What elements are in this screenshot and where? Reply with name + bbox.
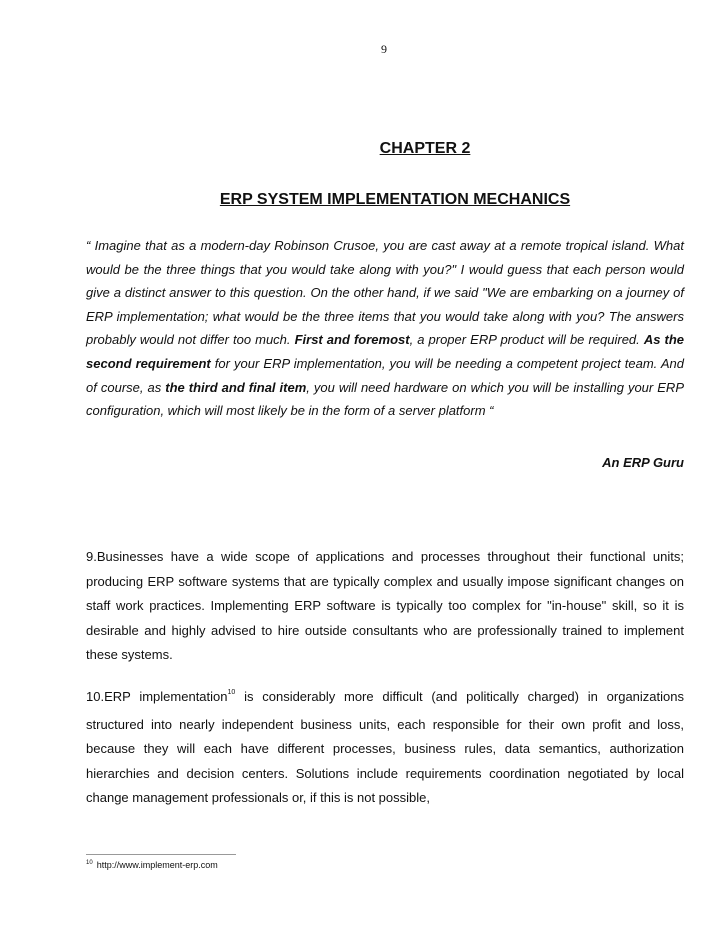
footnote-number: 10 — [86, 860, 93, 866]
chapter-title: ERP SYSTEM IMPLEMENTATION MECHANICS — [219, 191, 571, 208]
page-number: 9 — [381, 42, 387, 56]
footnote — [86, 860, 684, 870]
paragraph-text: is considerably more difficult (and politically charged) in organizations structured into nearly independent business units, each responsible for their own profit and loss, because they will each have different processes, business rules, data semantics, authorization hierarchies and decision centers. Solutions include requirements coordination negotiated by local change management professionals or, if this is not possible, — [86, 689, 684, 805]
quote-attribution: An ERP Guru — [602, 455, 684, 470]
chapter-heading: CHAPTER 2 — [379, 140, 471, 157]
epigraph-quote — [86, 234, 684, 423]
quote-text: for your ERP implementation, you will be needing a competent project team. And of course, as — [86, 355, 684, 395]
footnote-reference[interactable]: 10 — [227, 689, 236, 696]
quote-emphasis: As the second requirement — [86, 332, 684, 371]
footnote-link[interactable]: http://www.implement-erp.com — [96, 860, 218, 870]
quote-text: , a proper ERP product will be required. — [409, 332, 644, 348]
quote-emphasis: First and foremost — [294, 332, 410, 348]
paragraph-lead: 10.ERP implementation — [86, 689, 228, 704]
quote-text: “ Imagine that as a modern-day Robinson Crusoe, you are cast away at a remote tropical island. What would be the three things that you would take along with you?" I would guess that each person would give a distinct answer to this question. On the other hand, if we said "We are embarking on a journey of ERP implementation; what would be the three items that you would take along with you? The answers probably would not differ too much. — [86, 238, 684, 348]
paragraph-9: 9.Businesses have a wide scope of applications and processes throughout their functional units; producing ERP software systems that are typically complex and usually impose significant changes on staff work practices. Implementing ERP software is typically too complex for "in-house" skill, so it is desirable and highly advised to hire outside consultants who are professionally trained to implement these systems. — [86, 549, 684, 662]
footnote-divider — [86, 854, 236, 855]
quote-emphasis: the third and final item — [165, 379, 307, 395]
quote-text: , you will need hardware on which you will be installing your ERP configuration, which will most likely be in the form of a server platform “ — [86, 379, 684, 419]
paragraph-10 — [86, 685, 684, 811]
